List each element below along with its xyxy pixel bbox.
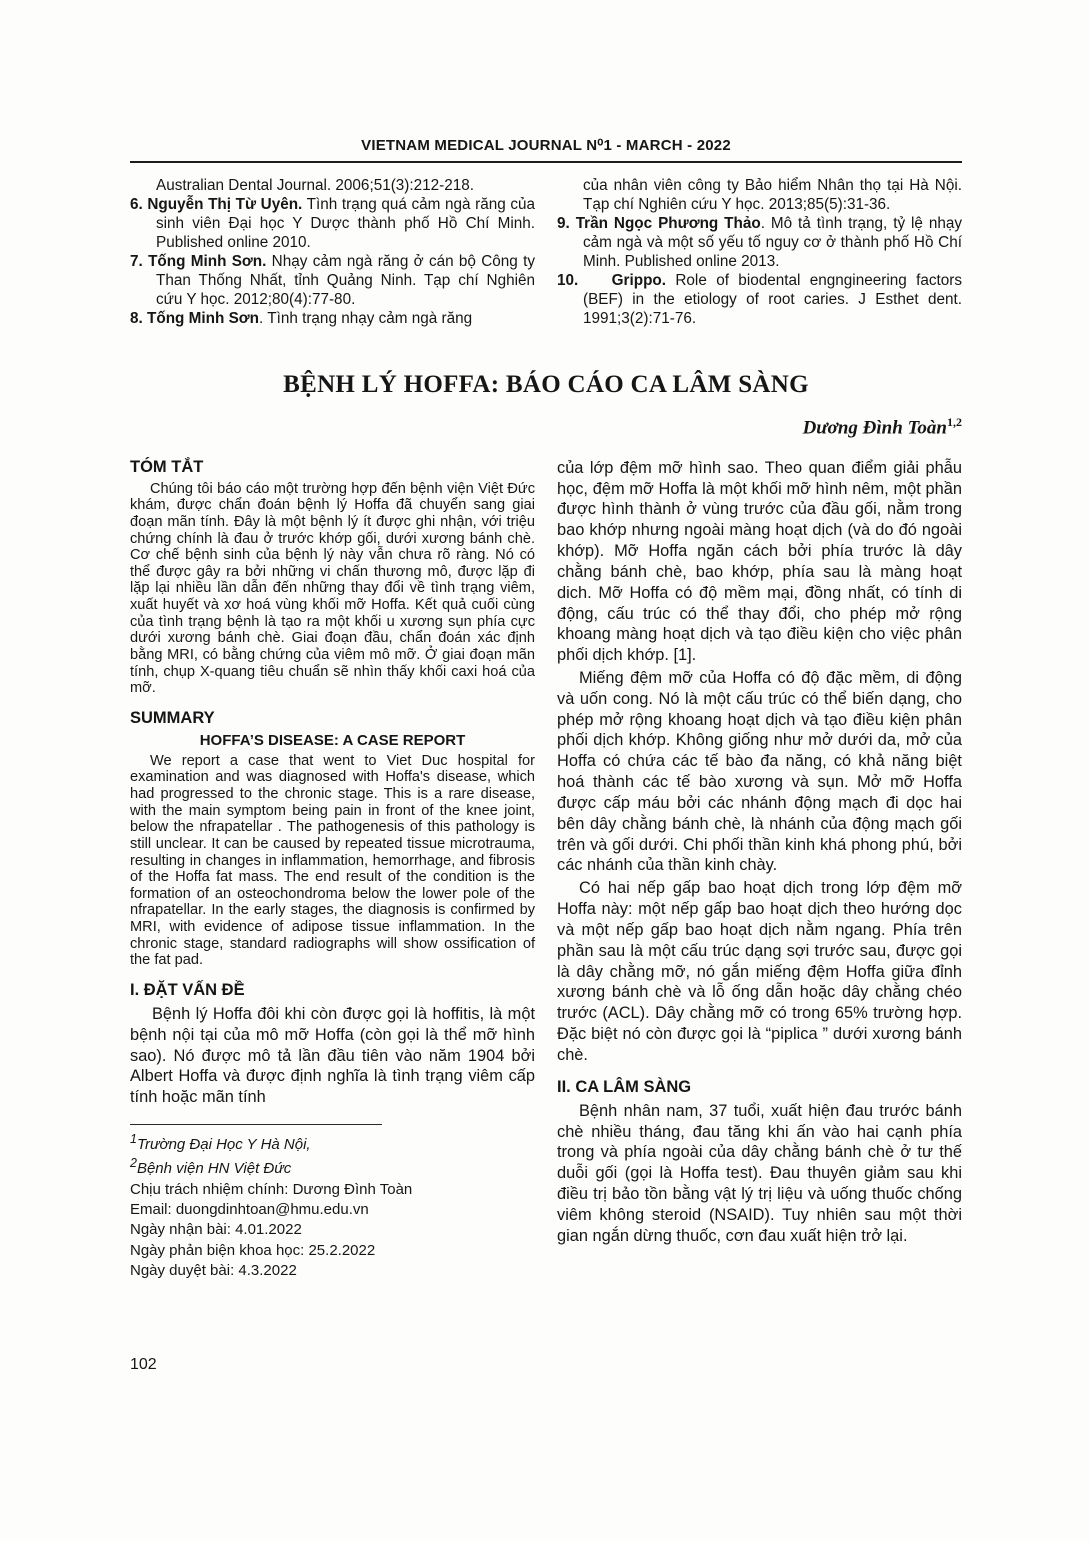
footnote-block bbox=[130, 1124, 535, 1280]
page-number: 102 bbox=[130, 1356, 157, 1373]
reference-text: . Tình trạng nhạy cảm ngà răng bbox=[259, 309, 473, 327]
reference-text: Role of biodental engngineering factors (BEF) in the etiology of root caries. J Esthet dent. 1991;3(2):71-76. bbox=[583, 271, 962, 327]
reference-column-left bbox=[130, 177, 535, 329]
reference-item bbox=[557, 215, 962, 272]
affiliation-text: Bệnh viện HN Việt Đức bbox=[136, 1160, 292, 1178]
affiliation-superscript: 2 bbox=[130, 1156, 137, 1171]
reference-author: Nguyễn Thị Từ Uyên. bbox=[147, 195, 303, 213]
abstract-vi-heading: TÓM TẮT bbox=[130, 457, 204, 476]
abstract-vi-text: Chúng tôi báo cáo một trường hợp đến bệnh viện Việt Đức khám, được chẩn đoán bệnh lý Hoffa đã chuyển sang giai đoạn mãn tính. Đây là một bệnh lý ít được ghi nhận, với triệu chứng chính là đau ở trước khớp gối, dưới xương bánh chè. Cơ chế bệnh sinh của bệnh lý này vẫn chưa rõ ràng. Nó có thể được gây ra bởi những vi chấn thương mô, được lặp đi lặp lại nhiều lần dẫn đến những thay đổi về tình trạng viêm, xuất huyết và xơ hoá vùng khối mỡ Hoffa. Kết quả cuối cùng của tình trạng bệnh là tạo ra một khối u xương sụn phía cực dưới xương bánh chè. Giai đoạn đầu, chẩn đoán xác định bằng MRI, có bằng chứng của viêm mô mỡ. Ở giai đoạn mãn tính, chụp X-quang tiêu chuẩn sẽ nhìn thấy khối caxi hoá của mỡ. bbox=[130, 480, 535, 697]
abstract-en bbox=[130, 753, 535, 969]
author-superscript: 1,2 bbox=[947, 415, 962, 430]
reference-item bbox=[130, 253, 535, 310]
reference-author: Tống Minh Sơn. bbox=[148, 252, 267, 270]
footnote-line: Email: duongdinhtoan@hmu.edu.vn bbox=[130, 1200, 369, 1218]
footnote-line: Ngày phản biện khoa học: 25.2.2022 bbox=[130, 1241, 376, 1259]
abstract-en-heading: SUMMARY bbox=[130, 708, 215, 727]
body-paragraph: Bệnh lý Hoffa đôi khi còn được gọi là hoffitis, là một bệnh nội tại của mô mỡ Hoffa (còn gọi là thể mỡ hình sao). Nó được mô tả lần đầu tiên vào năm 1904 bởi Albert Hoffa và được định nghĩa là tình trạng viêm cấp tính hoặc mãn tính bbox=[130, 1004, 535, 1107]
references-section bbox=[130, 177, 962, 329]
left-column bbox=[130, 458, 535, 1282]
footnote-rule bbox=[130, 1124, 382, 1125]
body-paragraph: Bệnh nhân nam, 37 tuổi, xuất hiện đau trước bánh chè nhiều tháng, đau tăng khi ấn vào hai cạnh phía trong và phía ngoài của dây chằng bánh chè ở tư thế duỗi gối (gọi là Hoffa test). Đau thuyên giảm sau khi điều trị bảo tồn bằng vật lý trị liệu và uống thuốc chống viêm không steroid (NSAID). Tuy nhiên sau một thời gian ngắn dừng thuốc, cơn đau xuất hiện trở lại. bbox=[557, 1101, 962, 1245]
reference-item bbox=[130, 196, 535, 253]
reference-text: Nhạy cảm ngà răng ở cán bộ Công ty Than Thống Nhất, tỉnh Quảng Ninh. Tạp chí Nghiên cứu Y học. 2012;80(4):77-80. bbox=[156, 252, 535, 308]
affiliation-superscript: 1 bbox=[130, 1132, 137, 1147]
author-name: Dương Đình Toàn bbox=[802, 417, 947, 439]
footnote-line: Ngày nhận bài: 4.01.2022 bbox=[130, 1221, 302, 1239]
footnote-affiliation-2 bbox=[130, 1156, 535, 1178]
reference-author: Grippo. bbox=[611, 271, 667, 289]
body-paragraph: Có hai nếp gấp bao hoạt dịch trong lớp đệm mỡ Hoffa này: một nếp gấp bao hoạt dịch theo hướng dọc và một nếp gấp bao hoạt dịch nằm ngang. Phía trên phần sau là một cấu trúc dạng sợi trước sau, được gọi là dây chằng mỡ, nó gắn miếng đệm Hoffa giữa đỉnh xương bánh chè và lỗ ống dẫn hoặc dây chằng chéo trước (ACL). Dây chằng mỡ có trong 65% trường hợp. Đặc biệt nó còn được gọi là “piplica ” dưới xương bánh chè. bbox=[557, 879, 962, 1064]
footnote-line: Chịu trách nhiệm chính: Dương Đình Toàn bbox=[130, 1180, 413, 1198]
reference-continuation: Australian Dental Journal. 2006;51(3):212-218. bbox=[156, 177, 475, 194]
reference-number: 6. bbox=[130, 195, 143, 213]
reference-item bbox=[130, 310, 535, 329]
section-2-body bbox=[557, 1101, 962, 1247]
section-1-body bbox=[130, 1004, 535, 1108]
right-column-body bbox=[557, 458, 962, 1066]
reference-text: Tình trạng quá cảm ngà răng của sinh viên Đại học Y Dược thành phố Hồ Chí Minh. Published online 2010. bbox=[156, 195, 535, 251]
journal-header: VIETNAM MEDICAL JOURNAL N⁰1 - MARCH - 2022 bbox=[130, 136, 962, 163]
article-title: BỆNH LÝ HOFFA: BÁO CÁO CA LÂM SÀNG bbox=[283, 370, 809, 398]
section-2-heading: II. CA LÂM SÀNG bbox=[557, 1077, 692, 1096]
reference-continuation: của nhân viên công ty Bảo hiểm Nhân thọ tại Hà Nội. Tạp chí Nghiên cứu Y học. 2013;85(5):31-36. bbox=[583, 177, 962, 213]
reference-number: 7. bbox=[130, 252, 143, 270]
reference-column-right bbox=[557, 177, 962, 329]
abstract-en-subheading: HOFFA’S DISEASE: A CASE REPORT bbox=[199, 731, 466, 749]
body-paragraph: Miếng đệm mỡ của Hoffa có độ đặc mềm, di động và uốn cong. Nó là một cấu trúc có thể biến dạng, cho phép mở rộng khoang hoạt dịch và tạo điều kiện phân phối dịch khớp. Không giống như mở dưới da, mở của Hoffa có chứa các tế bào đa năng, có khả năng biệt hoá thành các tế bào xương và sụn. Mở mỡ Hoffa được cấp máu bởi các nhánh động mạch đi dọc hai bên dây chằng bánh chè, là nhánh của động mạch gối trên và gối dưới. Chi phối thần kinh khá phong phú, bởi các nhánh của thần kinh chày. bbox=[557, 668, 962, 875]
reference-item bbox=[557, 272, 962, 329]
reference-text: . Mô tả tình trạng, tỷ lệ nhạy cảm ngà và một số yếu tố nguy cơ ở thành phố Hồ Chí Minh. Published online 2013. bbox=[583, 214, 962, 270]
article-author bbox=[130, 415, 962, 439]
affiliation-text: Trường Đại Học Y Hà Nội, bbox=[136, 1136, 311, 1154]
footnote-affiliation-1 bbox=[130, 1132, 535, 1154]
abstract-en-text: We report a case that went to Viet Duc hospital for examination and was diagnosed with Hoffa's disease, which had progressed to the chronic stage. This is a rare disease, with the main symptom being pain in front of the knee joint, below the nfrapatellar . The pathogenesis of this pathology is still unclear. It can be caused by repeated tissue microtrauma, resulting in changes in inflammation, hemorrhage, and fibrosis of the Hoffa fat mass. The end result of the condition is the formation of an osteochondroma below the lower pole of the nfrapatellar. In the early stages, the diagnosis is confirmed by MRI, with evidence of adipose tissue inflammation. In the chronic stage, standard radiographs will show ossification of the fat pad. bbox=[130, 752, 535, 969]
right-column bbox=[557, 458, 962, 1282]
article-body bbox=[130, 458, 962, 1282]
body-paragraph: của lớp đệm mỡ hình sao. Theo quan điểm giải phẫu học, đệm mỡ Hoffa là một khối mỡ hình nêm, một phần được hình thành ở vùng trước của đầu gối, nằm trong bao khớp nhưng ngoài màng hoạt dịch (và do đó ngoài khớp). Mỡ Hoffa ngăn cách bởi phía trước là dây chằng bánh chè, bao khớp, phía sau là màng hoạt dich. Mỡ Hoffa có độ mềm mại, đồng nhất, có tính di động, cấu trúc có thể thay đổi, cho phép mở rộng khoang màng hoạt dịch và tạo điều kiện cho việc phân phối dịch khớp. [1]. bbox=[557, 458, 962, 665]
section-1-heading: I. ĐẶT VẤN ĐỀ bbox=[130, 980, 245, 999]
reference-number: 9. bbox=[557, 214, 570, 232]
reference-number: 8. bbox=[130, 309, 143, 327]
reference-author: Tống Minh Sơn bbox=[147, 309, 259, 327]
abstract-vi bbox=[130, 481, 535, 697]
footnote-line: Ngày duyệt bài: 4.3.2022 bbox=[130, 1261, 297, 1279]
reference-number: 10. bbox=[557, 271, 579, 289]
reference-author: Trần Ngọc Phương Thảo bbox=[575, 214, 761, 232]
